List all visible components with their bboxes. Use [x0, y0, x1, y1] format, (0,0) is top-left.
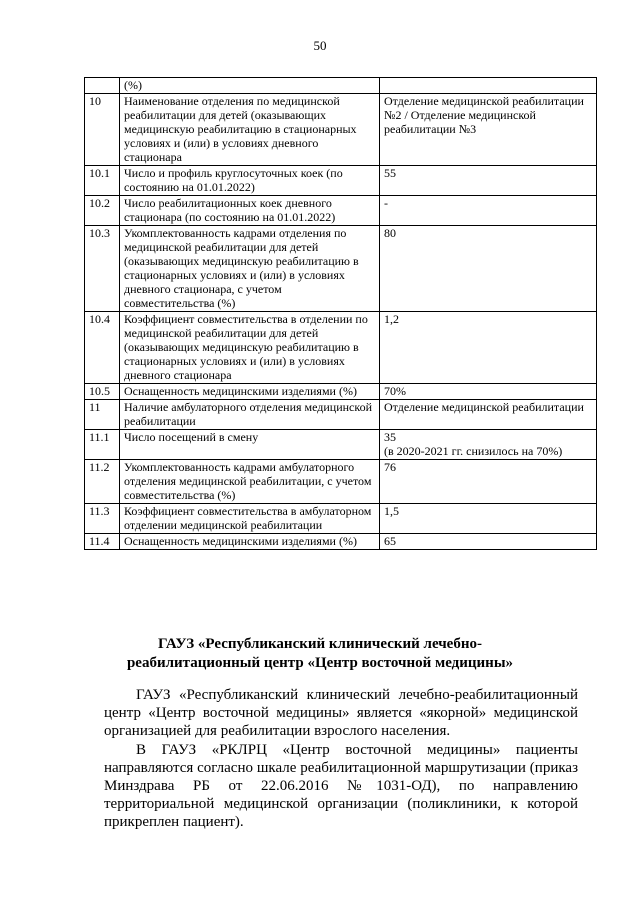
table-row	[85, 430, 597, 460]
indicator-value: Отделение медицинской реабилитации	[384, 400, 584, 414]
indicator-name-cell: Оснащенность медицинскими изделиями (%)	[120, 384, 380, 400]
section-heading-line2: реабилитационный центр «Центр восточной медицины»	[126, 655, 514, 671]
section-heading-line1: ГАУЗ «Республиканский клинический лечебно-	[158, 636, 482, 652]
indicator-value-cell	[380, 94, 597, 166]
indicator-value-cell	[380, 460, 597, 504]
table-row	[85, 400, 597, 430]
row-number-cell: 11.2	[85, 460, 120, 504]
table-row	[85, 78, 597, 94]
page-number: 50	[313, 38, 327, 53]
indicator-value: 55	[384, 166, 396, 180]
indicator-name-cell: Число реабилитационных коек дневного стационара (по состоянию на 01.01.2022)	[120, 196, 380, 226]
indicator-value: -	[384, 196, 388, 210]
table-row	[85, 460, 597, 504]
indicator-value-cell	[380, 400, 597, 430]
table-row	[85, 312, 597, 384]
indicator-value-cell	[380, 504, 597, 534]
paragraph-1: ГАУЗ «Республиканский клинический лечебно-реабилитационный центр «Центр восточной медицины» является «якорной» медицинской организацией для реабилитации взрослого населения.	[104, 687, 578, 739]
indicator-value: 65	[384, 534, 396, 548]
row-number-cell: 10.2	[85, 196, 120, 226]
table-body	[85, 78, 597, 550]
indicator-name-cell: Коэффициент совместительства в амбулаторном отделении медицинской реабилитации	[120, 504, 380, 534]
indicator-value: 1,2	[384, 312, 399, 326]
indicator-value-cell	[380, 430, 597, 460]
indicator-name-cell: Наименование отделения по медицинской реабилитации для детей (оказывающих медицинскую реабилитацию в стационарных условиях и (или) в условиях дневного стационара	[120, 94, 380, 166]
indicator-name-cell: Оснащенность медицинскими изделиями (%)	[120, 534, 380, 550]
table-row	[85, 534, 597, 550]
indicator-value: 35	[384, 430, 396, 444]
indicator-value: 70%	[384, 384, 406, 398]
table-row	[85, 166, 597, 196]
paragraph-2: В ГАУЗ «РКЛРЦ «Центр восточной медицины» пациенты направляются согласно шкале реабилитационной маршрутизации (приказ Минздрава РБ от 22.06.2016 №1031-ОД), по направлению территориальной медицинской организации (поликлиники, к которой прикреплен пациент).	[104, 742, 578, 830]
row-number-cell: 11.1	[85, 430, 120, 460]
indicator-name-cell: Коэффициент совместительства в отделении по медицинской реабилитации для детей (оказывающих медицинскую реабилитацию в стационарных условиях и (или) в условиях дневного стационара	[120, 312, 380, 384]
table-row	[85, 226, 597, 312]
indicator-value-cell	[380, 384, 597, 400]
indicator-value-cell	[380, 166, 597, 196]
indicator-value-cell	[380, 312, 597, 384]
row-number-cell: 10.4	[85, 312, 120, 384]
table-row	[85, 384, 597, 400]
indicator-value: 80	[384, 226, 396, 240]
indicator-name-cell: Наличие амбулаторного отделения медицинской реабилитации	[120, 400, 380, 430]
row-number-cell: 10.5	[85, 384, 120, 400]
row-number-cell: 11.3	[85, 504, 120, 534]
row-number-cell: 10.1	[85, 166, 120, 196]
row-number-cell: 10	[85, 94, 120, 166]
indicator-value-cell	[380, 196, 597, 226]
row-number-cell: 11	[85, 400, 120, 430]
indicator-name-cell: (%)	[120, 78, 380, 94]
table-row	[85, 94, 597, 166]
indicator-value-cell	[380, 78, 597, 94]
indicator-name-cell: Число посещений в смену	[120, 430, 380, 460]
row-number-cell: 11.4	[85, 534, 120, 550]
indicator-name-cell: Укомплектованность кадрами отделения по медицинской реабилитации для детей (оказывающих медицинскую реабилитацию в стационарных условиях и (или) в условиях дневного стационара, с учетом совместительства (%)	[120, 226, 380, 312]
indicator-value-note: (в 2020-2021 гг. снизилось на 70%)	[384, 444, 563, 458]
table-row	[85, 504, 597, 534]
indicator-name-cell: Укомплектованность кадрами амбулаторного отделения медицинской реабилитации, с учетом совместительства (%)	[120, 460, 380, 504]
indicator-value: 76	[384, 460, 396, 474]
rehabilitation-table	[84, 77, 597, 550]
table-row	[85, 196, 597, 226]
indicator-value: 1,5	[384, 504, 399, 518]
row-number-cell	[85, 78, 120, 94]
row-number-cell: 10.3	[85, 226, 120, 312]
indicator-value-cell	[380, 534, 597, 550]
indicator-value: Отделение медицинской реабилитации №2 / Отделение медицинской реабилитации №3	[384, 94, 584, 136]
indicator-value-cell	[380, 226, 597, 312]
indicator-name-cell: Число и профиль круглосуточных коек (по состоянию на 01.01.2022)	[120, 166, 380, 196]
section-heading	[60, 635, 580, 673]
